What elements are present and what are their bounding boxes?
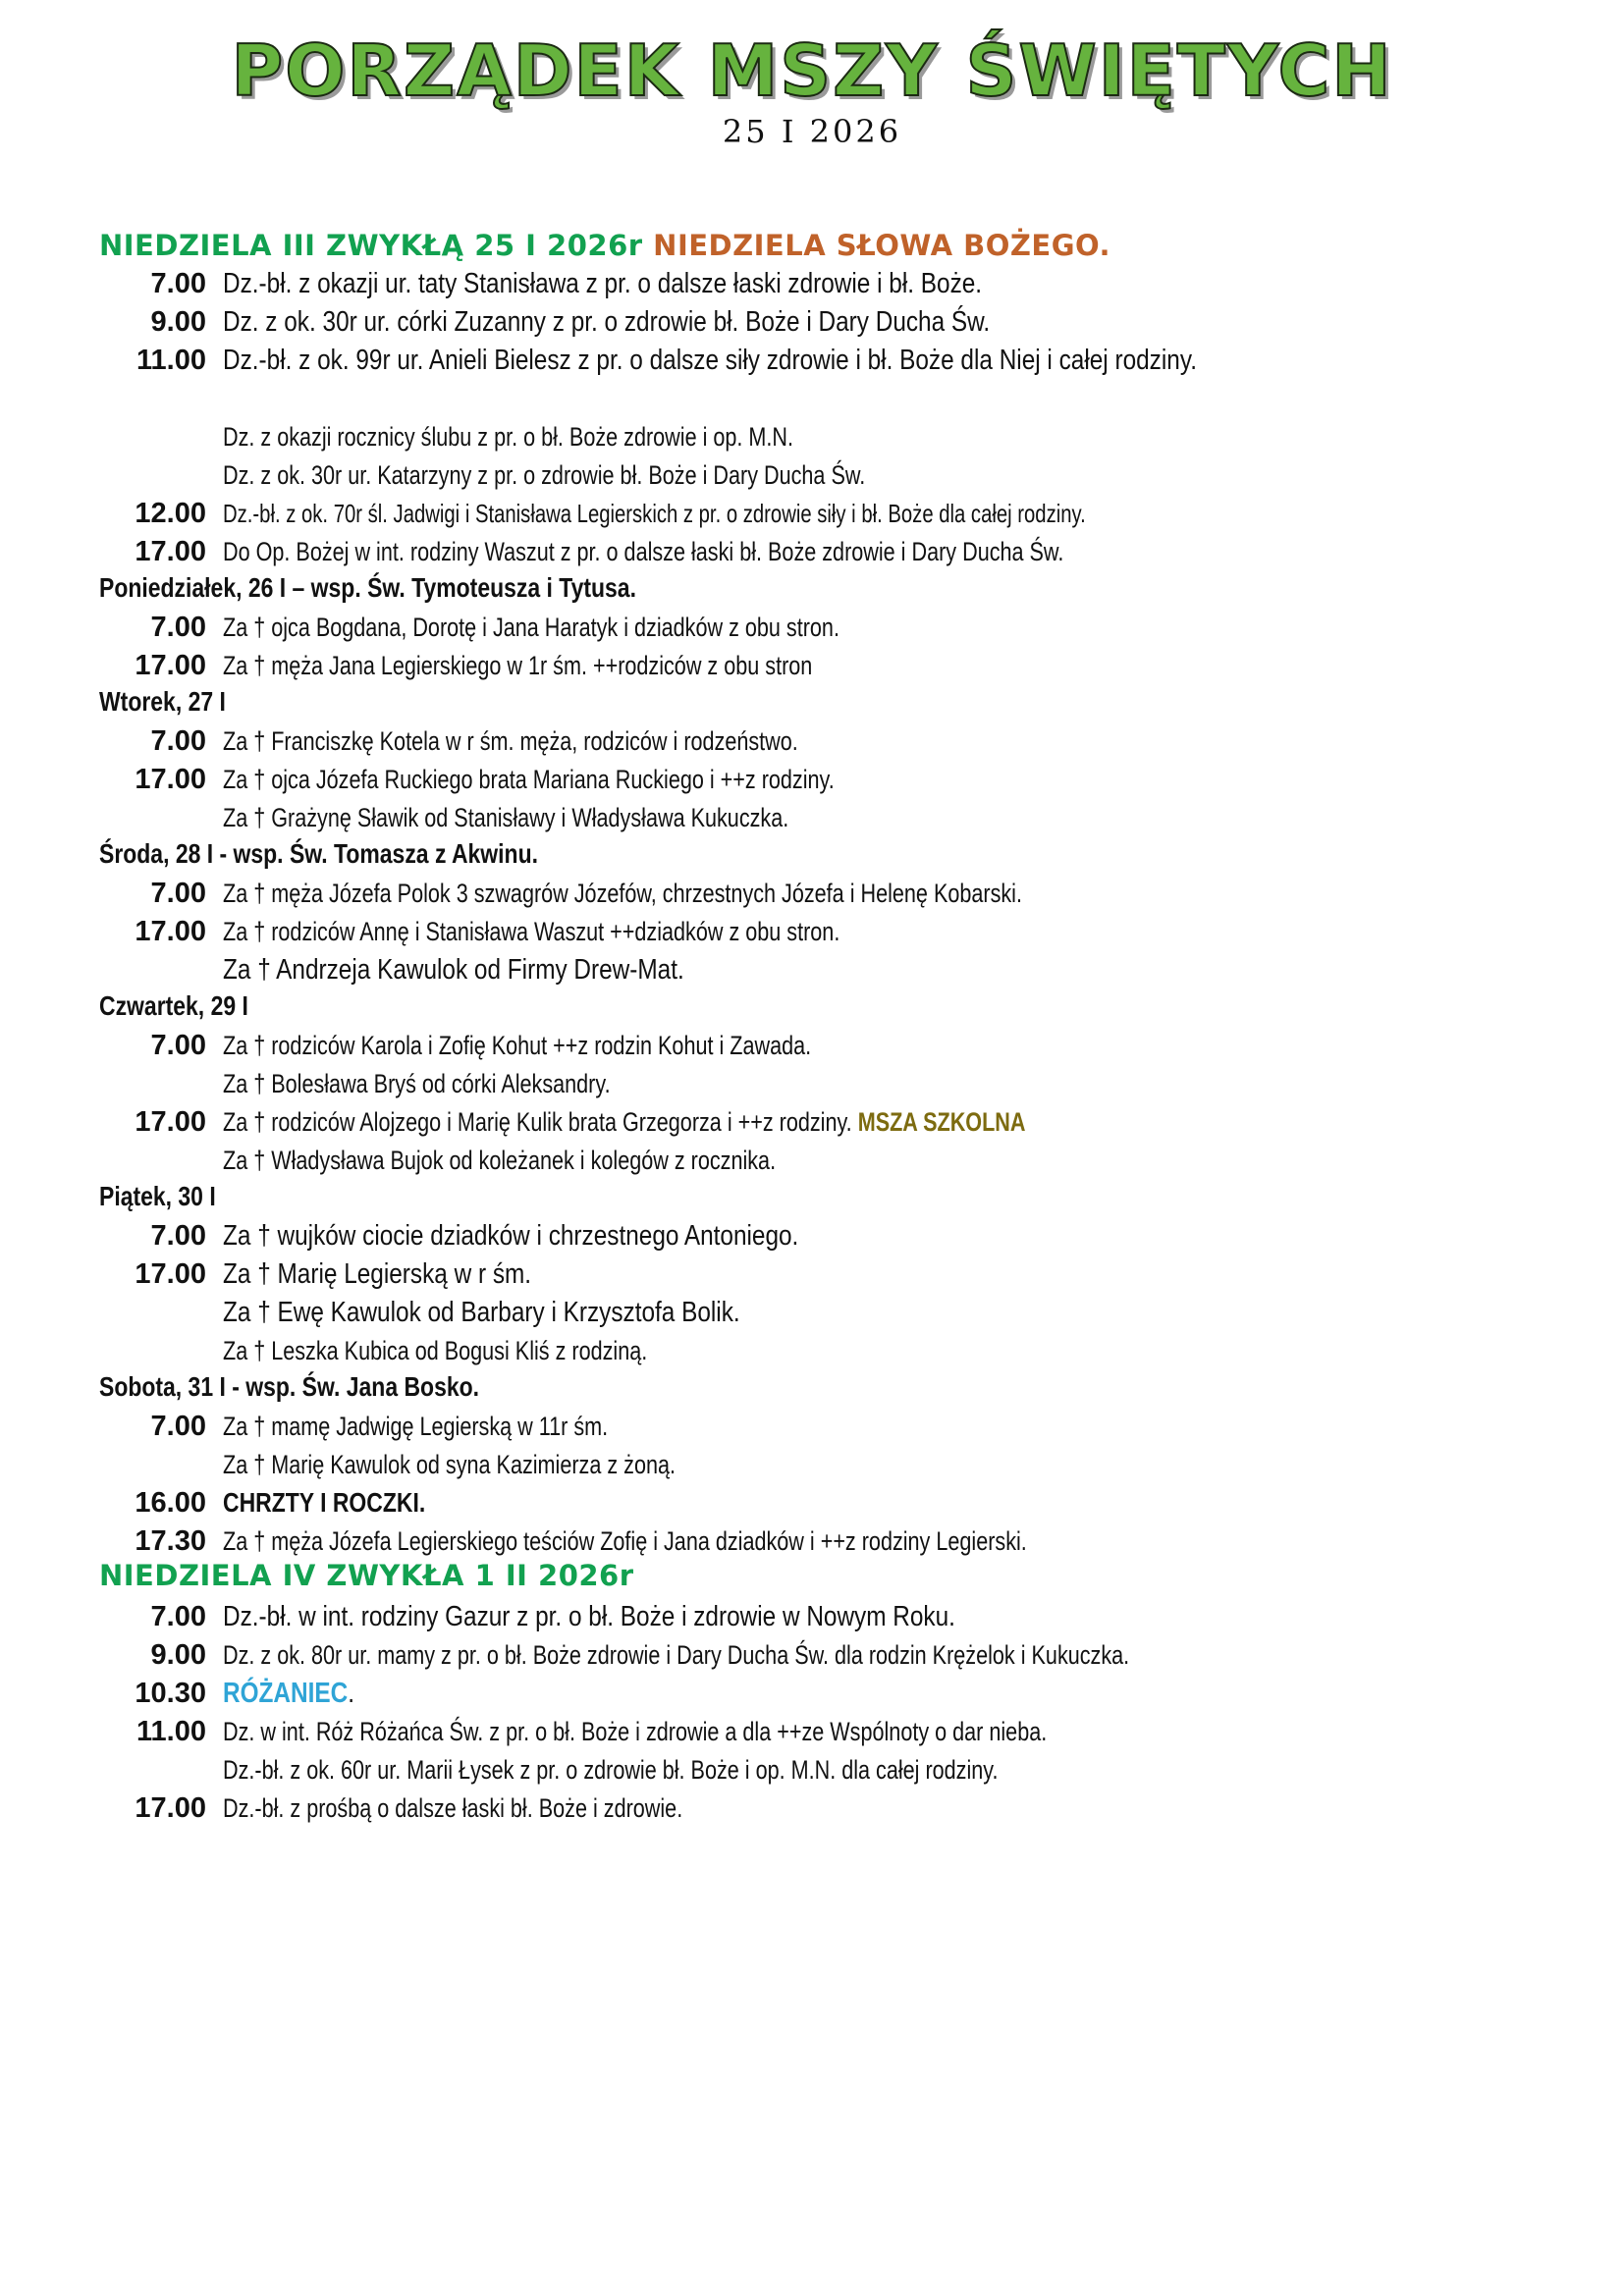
mass-time: 16.00 [135, 1487, 206, 1519]
mass-intention: Za † Marię Legierską w r śm. [223, 1258, 532, 1290]
mass-time: 7.00 [150, 1411, 206, 1442]
mass-intention: Za † mamę Jadwigę Legierską w 11r śm. [223, 1412, 609, 1441]
day-heading-saturday: Sobota, 31 I - wsp. Św. Jana Bosko. [99, 1371, 480, 1402]
mass-time: 17.00 [135, 650, 206, 681]
mass-intention: Dz. z ok. 80r ur. mamy z pr. o bł. Boże zdrowie i Dary Ducha Św. dla rodzin Krężelok i Kukuczka. [223, 1640, 1130, 1670]
mass-time: 7.00 [150, 1220, 206, 1252]
day-heading-tuesday: Wtorek, 27 I [99, 686, 226, 717]
mass-time: 12.00 [135, 498, 206, 529]
mass-intention: Do Op. Bożej w int. rodziny Waszut z pr. o dalsze łaski bł. Boże zdrowie i Dary Ducha Św. [223, 537, 1064, 566]
mass-time: 7.00 [150, 878, 206, 909]
mass-intention: Za † ojca Bogdana, Dorotę i Jana Haratyk i dziadków z obu stron. [223, 613, 839, 642]
mass-time: 17.00 [135, 1106, 206, 1138]
mass-time: 7.00 [150, 612, 206, 643]
mass-intention: Za † Leszka Kubica od Bogusi Kliś z rodziną. [223, 1336, 648, 1365]
mass-intention: Za † ojca Józefa Ruckiego brata Mariana Ruckiego i ++z rodziny. [223, 765, 835, 794]
mass-time: 9.00 [150, 1639, 206, 1671]
page-title: PORZĄDEK MSZY ŚWIĘTYCH [231, 29, 1393, 112]
sunday-subtitle: NIEDZIELA SŁOWA BOŻEGO. [653, 229, 1111, 262]
mass-time: 17.00 [135, 1792, 206, 1824]
mass-intention: Dz. w int. Róż Różańca Św. z pr. o bł. Boże i zdrowie a dla ++ze Wspólnoty o dar nieba. [223, 1717, 1048, 1746]
mass-intention: Dz.-bł. z ok. 60r ur. Marii Łysek z pr. o zdrowie bł. Boże i op. M.N. dla całej rodziny. [223, 1755, 999, 1785]
mass-intention: Za † rodziców Karola i Zofię Kohut ++z rodzin Kohut i Zawada. [223, 1031, 812, 1060]
mass-intention: Za † Ewę Kawulok od Barbary i Krzysztofa Bolik. [223, 1297, 740, 1328]
mass-time: 7.00 [150, 1030, 206, 1061]
mass-time: 7.00 [150, 725, 206, 757]
sunday-heading [99, 229, 1111, 262]
mass-intention: Dz.-bł. z prośbą o dalsze łaski bł. Boże i zdrowie. [223, 1793, 683, 1823]
day-heading-monday: Poniedziałek, 26 I – wsp. Św. Tymoteusza i Tytusa. [99, 572, 636, 603]
mass-intention [223, 1677, 354, 1710]
day-heading-thursday: Czwartek, 29 I [99, 990, 248, 1021]
mass-intention: CHRZTY I ROCZKI. [223, 1487, 426, 1518]
day-heading-wednesday: Środa, 28 I - wsp. Św. Tomasza z Akwinu. [99, 838, 538, 869]
mass-intention [223, 1105, 1025, 1139]
mass-intention: Za † wujków ciocie dziadków i chrzestnego Antoniego. [223, 1220, 799, 1252]
mass-intention: Dz. z ok. 30r ur. Katarzyny z pr. o zdrowie bł. Boże i Dary Ducha Św. [223, 460, 866, 490]
rosary-label: RÓŻANIEC [223, 1678, 349, 1709]
mass-intention: Za † męża Jana Legierskiego w 1r śm. ++rodziców z obu stron [223, 651, 813, 680]
mass-intention: Za † Marię Kawulok od syna Kazimierza z żoną. [223, 1450, 677, 1479]
mass-intention: Dz.-bł. w int. rodziny Gazur z pr. o bł. Boże i zdrowie w Nowym Roku. [223, 1601, 955, 1632]
mass-time: 11.00 [136, 345, 206, 376]
mass-intention: Za † Andrzeja Kawulok od Firmy Drew-Mat. [223, 954, 684, 986]
mass-intention: Dz.-bł. z ok. 99r ur. Anieli Bielesz z pr. o dalsze siły zdrowie i bł. Boże dla Niej i całej rodziny. [223, 345, 1197, 376]
sunday2-heading [99, 1559, 634, 1592]
mass-intention: Za † męża Józefa Legierskiego teściów Zofię i Jana dziadków i ++z rodziny Legierski. [223, 1526, 1027, 1556]
mass-intention: Za † Grażynę Sławik od Stanisławy i Władysława Kukuczka. [223, 803, 789, 832]
mass-time: 7.00 [150, 268, 206, 299]
day-heading-friday: Piątek, 30 I [99, 1181, 216, 1211]
mass-time: 17.00 [135, 916, 206, 947]
mass-time: 17.00 [135, 1258, 206, 1290]
mass-time: 10.30 [135, 1678, 206, 1709]
mass-intention: Dz.-bł. z okazji ur. taty Stanisława z pr. o dalsze łaski zdrowie i bł. Boże. [223, 268, 983, 299]
rosary-period: . [348, 1678, 354, 1709]
mass-intention: Za † Franciszkę Kotela w r śm. męża, rodziców i rodzeństwo. [223, 726, 798, 756]
sunday2-title: NIEDZIELA IV ZWYKŁA 1 II 2026r [99, 1559, 634, 1592]
mass-time: 11.00 [136, 1716, 206, 1747]
mass-time: 17.00 [135, 764, 206, 795]
sunday-title: NIEDZIELA III ZWYKŁĄ 25 I 2026r [99, 229, 643, 262]
mass-time: 9.00 [150, 306, 206, 338]
mass-time: 17.00 [135, 536, 206, 567]
page-date: 25 I 2026 [722, 113, 902, 150]
mass-intention: Dz. z ok. 30r ur. córki Zuzanny z pr. o zdrowie bł. Boże i Dary Ducha Św. [223, 306, 991, 338]
mass-intention: Dz. z okazji rocznicy ślubu z pr. o bł. Boże zdrowie i op. M.N. [223, 422, 794, 452]
mass-intention: Za † Władysława Bujok od koleżanek i kolegów z rocznika. [223, 1146, 777, 1175]
mass-intention: Za † Bolesława Bryś od córki Aleksandry. [223, 1069, 611, 1098]
mass-intention-text: Za † rodziców Alojzego i Marię Kulik brata Grzegorza i ++z rodziny. [223, 1107, 852, 1137]
mass-time: 7.00 [150, 1601, 206, 1632]
mass-intention: Za † rodziców Annę i Stanisława Waszut ++dziadków z obu stron. [223, 917, 840, 946]
mass-intention: Dz.-bł. z ok. 70r śl. Jadwigi i Stanisława Legierskich z pr. o zdrowie siły i bł. Boże dla całej rodziny. [223, 499, 1086, 528]
mass-time: 17.30 [135, 1525, 206, 1557]
mass-intention: Za † męża Józefa Polok 3 szwagrów Józefów, chrzestnych Józefa i Helenę Kobarski. [223, 879, 1022, 908]
school-mass-note: MSZA SZKOLNA [857, 1107, 1026, 1137]
